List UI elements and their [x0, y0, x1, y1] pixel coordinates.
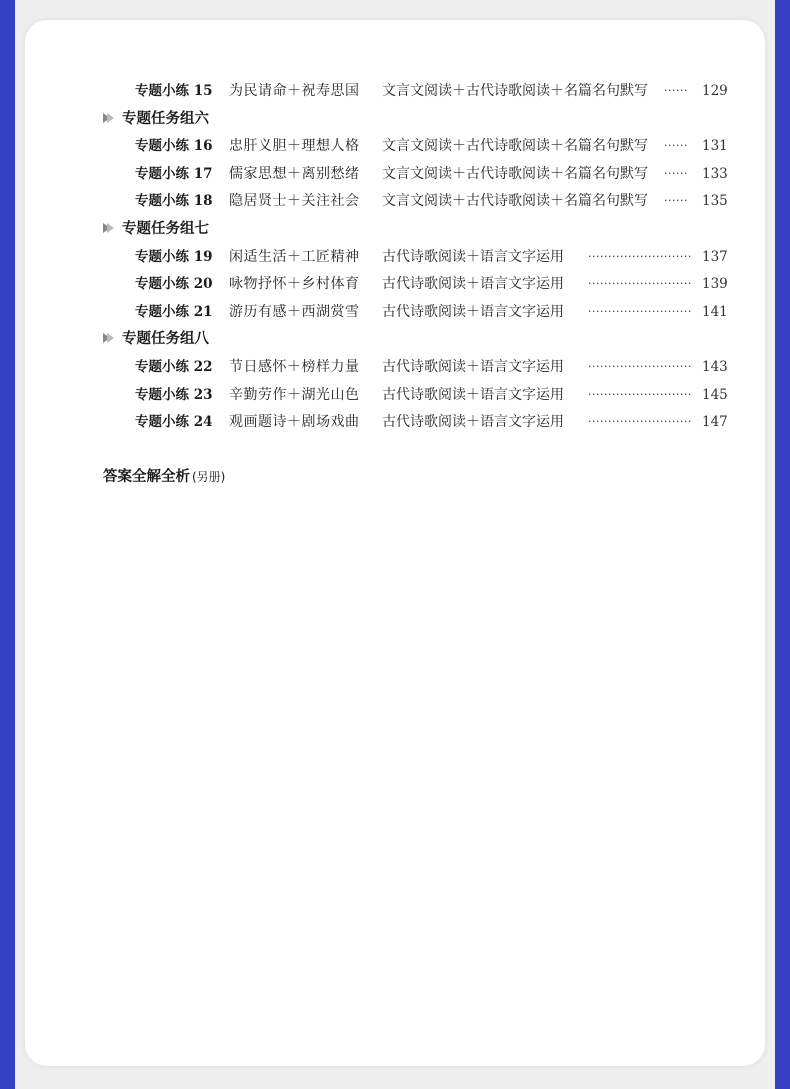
item-label-text: 专题小练 [135, 414, 189, 430]
arrow-icon [107, 223, 114, 233]
page-number: 131 [702, 138, 728, 154]
answer-note: (另册) [192, 470, 226, 484]
toc-item[interactable] [0, 411, 790, 433]
item-theme: 观画题诗＋剧场戏曲 [229, 414, 360, 430]
item-task: 文言文阅读＋古代诗歌阅读＋名篇名句默写 [382, 166, 648, 182]
item-task: 古代诗歌阅读＋语言文字运用 [382, 359, 564, 375]
toc-item[interactable] [0, 273, 790, 295]
item-label-text: 专题小练 [135, 304, 189, 320]
group-heading[interactable] [103, 328, 209, 350]
item-number: 15 [193, 83, 213, 99]
arrow-icon [107, 113, 114, 123]
item-task: 文言文阅读＋古代诗歌阅读＋名篇名句默写 [382, 83, 648, 99]
item-label [135, 190, 213, 212]
leader-dots: ·························· [588, 388, 692, 401]
item-number: 23 [193, 387, 213, 403]
item-number: 22 [193, 359, 213, 375]
item-theme: 闲适生活＋工匠精神 [229, 249, 360, 265]
toc-item[interactable] [0, 80, 790, 102]
item-theme: 忠肝义胆＋理想人格 [229, 138, 360, 154]
page-number: 143 [702, 359, 728, 375]
page-number: 145 [702, 387, 728, 403]
toc-item[interactable] [0, 190, 790, 212]
page-number: 137 [702, 249, 728, 265]
item-number: 16 [193, 138, 213, 154]
item-number: 21 [193, 304, 213, 320]
leader-dots: ·························· [588, 305, 692, 318]
toc-item[interactable] [0, 301, 790, 323]
item-theme: 辛勤劳作＋湖光山色 [229, 387, 360, 403]
item-task: 古代诗歌阅读＋语言文字运用 [382, 387, 564, 403]
item-theme: 为民请命＋祝寿思国 [229, 83, 360, 99]
item-theme: 节日感怀＋榜样力量 [229, 359, 360, 375]
leader-dots: ·························· [588, 415, 692, 428]
group-heading[interactable] [103, 108, 209, 130]
group-heading[interactable] [103, 218, 209, 240]
item-label-text: 专题小练 [135, 359, 189, 375]
group-title: 专题任务组七 [122, 221, 209, 237]
leader-dots: ·························· [588, 277, 692, 290]
item-task: 文言文阅读＋古代诗歌阅读＋名篇名句默写 [382, 138, 648, 154]
page-number: 139 [702, 276, 728, 292]
toc-item[interactable] [0, 246, 790, 268]
page-number: 141 [702, 304, 728, 320]
item-label [135, 301, 213, 323]
item-number: 24 [193, 414, 213, 430]
item-task: 古代诗歌阅读＋语言文字运用 [382, 276, 564, 292]
item-label-text: 专题小练 [135, 83, 189, 99]
item-label [135, 411, 213, 433]
item-label-text: 专题小练 [135, 249, 189, 265]
item-theme: 隐居贤士＋关注社会 [229, 193, 360, 209]
item-label-text: 专题小练 [135, 276, 189, 292]
item-label [135, 80, 213, 102]
item-number: 20 [193, 276, 213, 292]
item-task: 古代诗歌阅读＋语言文字运用 [382, 249, 564, 265]
leader-dots: ······ [664, 194, 688, 207]
item-number: 17 [193, 166, 213, 182]
page-number: 147 [702, 414, 728, 430]
page-number: 133 [702, 166, 728, 182]
leader-dots: ······ [664, 167, 688, 180]
toc-item[interactable] [0, 356, 790, 378]
leader-dots: ······ [664, 139, 688, 152]
answer-title: 答案全解全析 [103, 469, 190, 485]
item-label [135, 163, 213, 185]
item-label-text: 专题小练 [135, 138, 189, 154]
leader-dots: ·························· [588, 360, 692, 373]
page-number: 129 [702, 83, 728, 99]
item-task: 古代诗歌阅读＋语言文字运用 [382, 304, 564, 320]
item-task: 文言文阅读＋古代诗歌阅读＋名篇名句默写 [382, 193, 648, 209]
group-title: 专题任务组八 [122, 331, 209, 347]
item-label-text: 专题小练 [135, 193, 189, 209]
item-label-text: 专题小练 [135, 387, 189, 403]
item-number: 19 [193, 249, 213, 265]
toc-item[interactable] [0, 384, 790, 406]
item-label-text: 专题小练 [135, 166, 189, 182]
item-theme: 游历有感＋西湖赏雪 [229, 304, 360, 320]
answer-section-heading[interactable] [103, 466, 225, 488]
item-theme: 咏物抒怀＋乡村体育 [229, 276, 360, 292]
item-number: 18 [193, 193, 213, 209]
item-label [135, 384, 213, 406]
leader-dots: ······ [664, 84, 688, 97]
item-label [135, 246, 213, 268]
item-theme: 儒家思想＋离别愁绪 [229, 166, 360, 182]
arrow-icon [107, 333, 114, 343]
toc-item[interactable] [0, 135, 790, 157]
item-label [135, 135, 213, 157]
page-number: 135 [702, 193, 728, 209]
leader-dots: ·························· [588, 250, 692, 263]
toc-item[interactable] [0, 163, 790, 185]
item-label [135, 273, 213, 295]
group-title: 专题任务组六 [122, 111, 209, 127]
item-label [135, 356, 213, 378]
item-task: 古代诗歌阅读＋语言文字运用 [382, 414, 564, 430]
